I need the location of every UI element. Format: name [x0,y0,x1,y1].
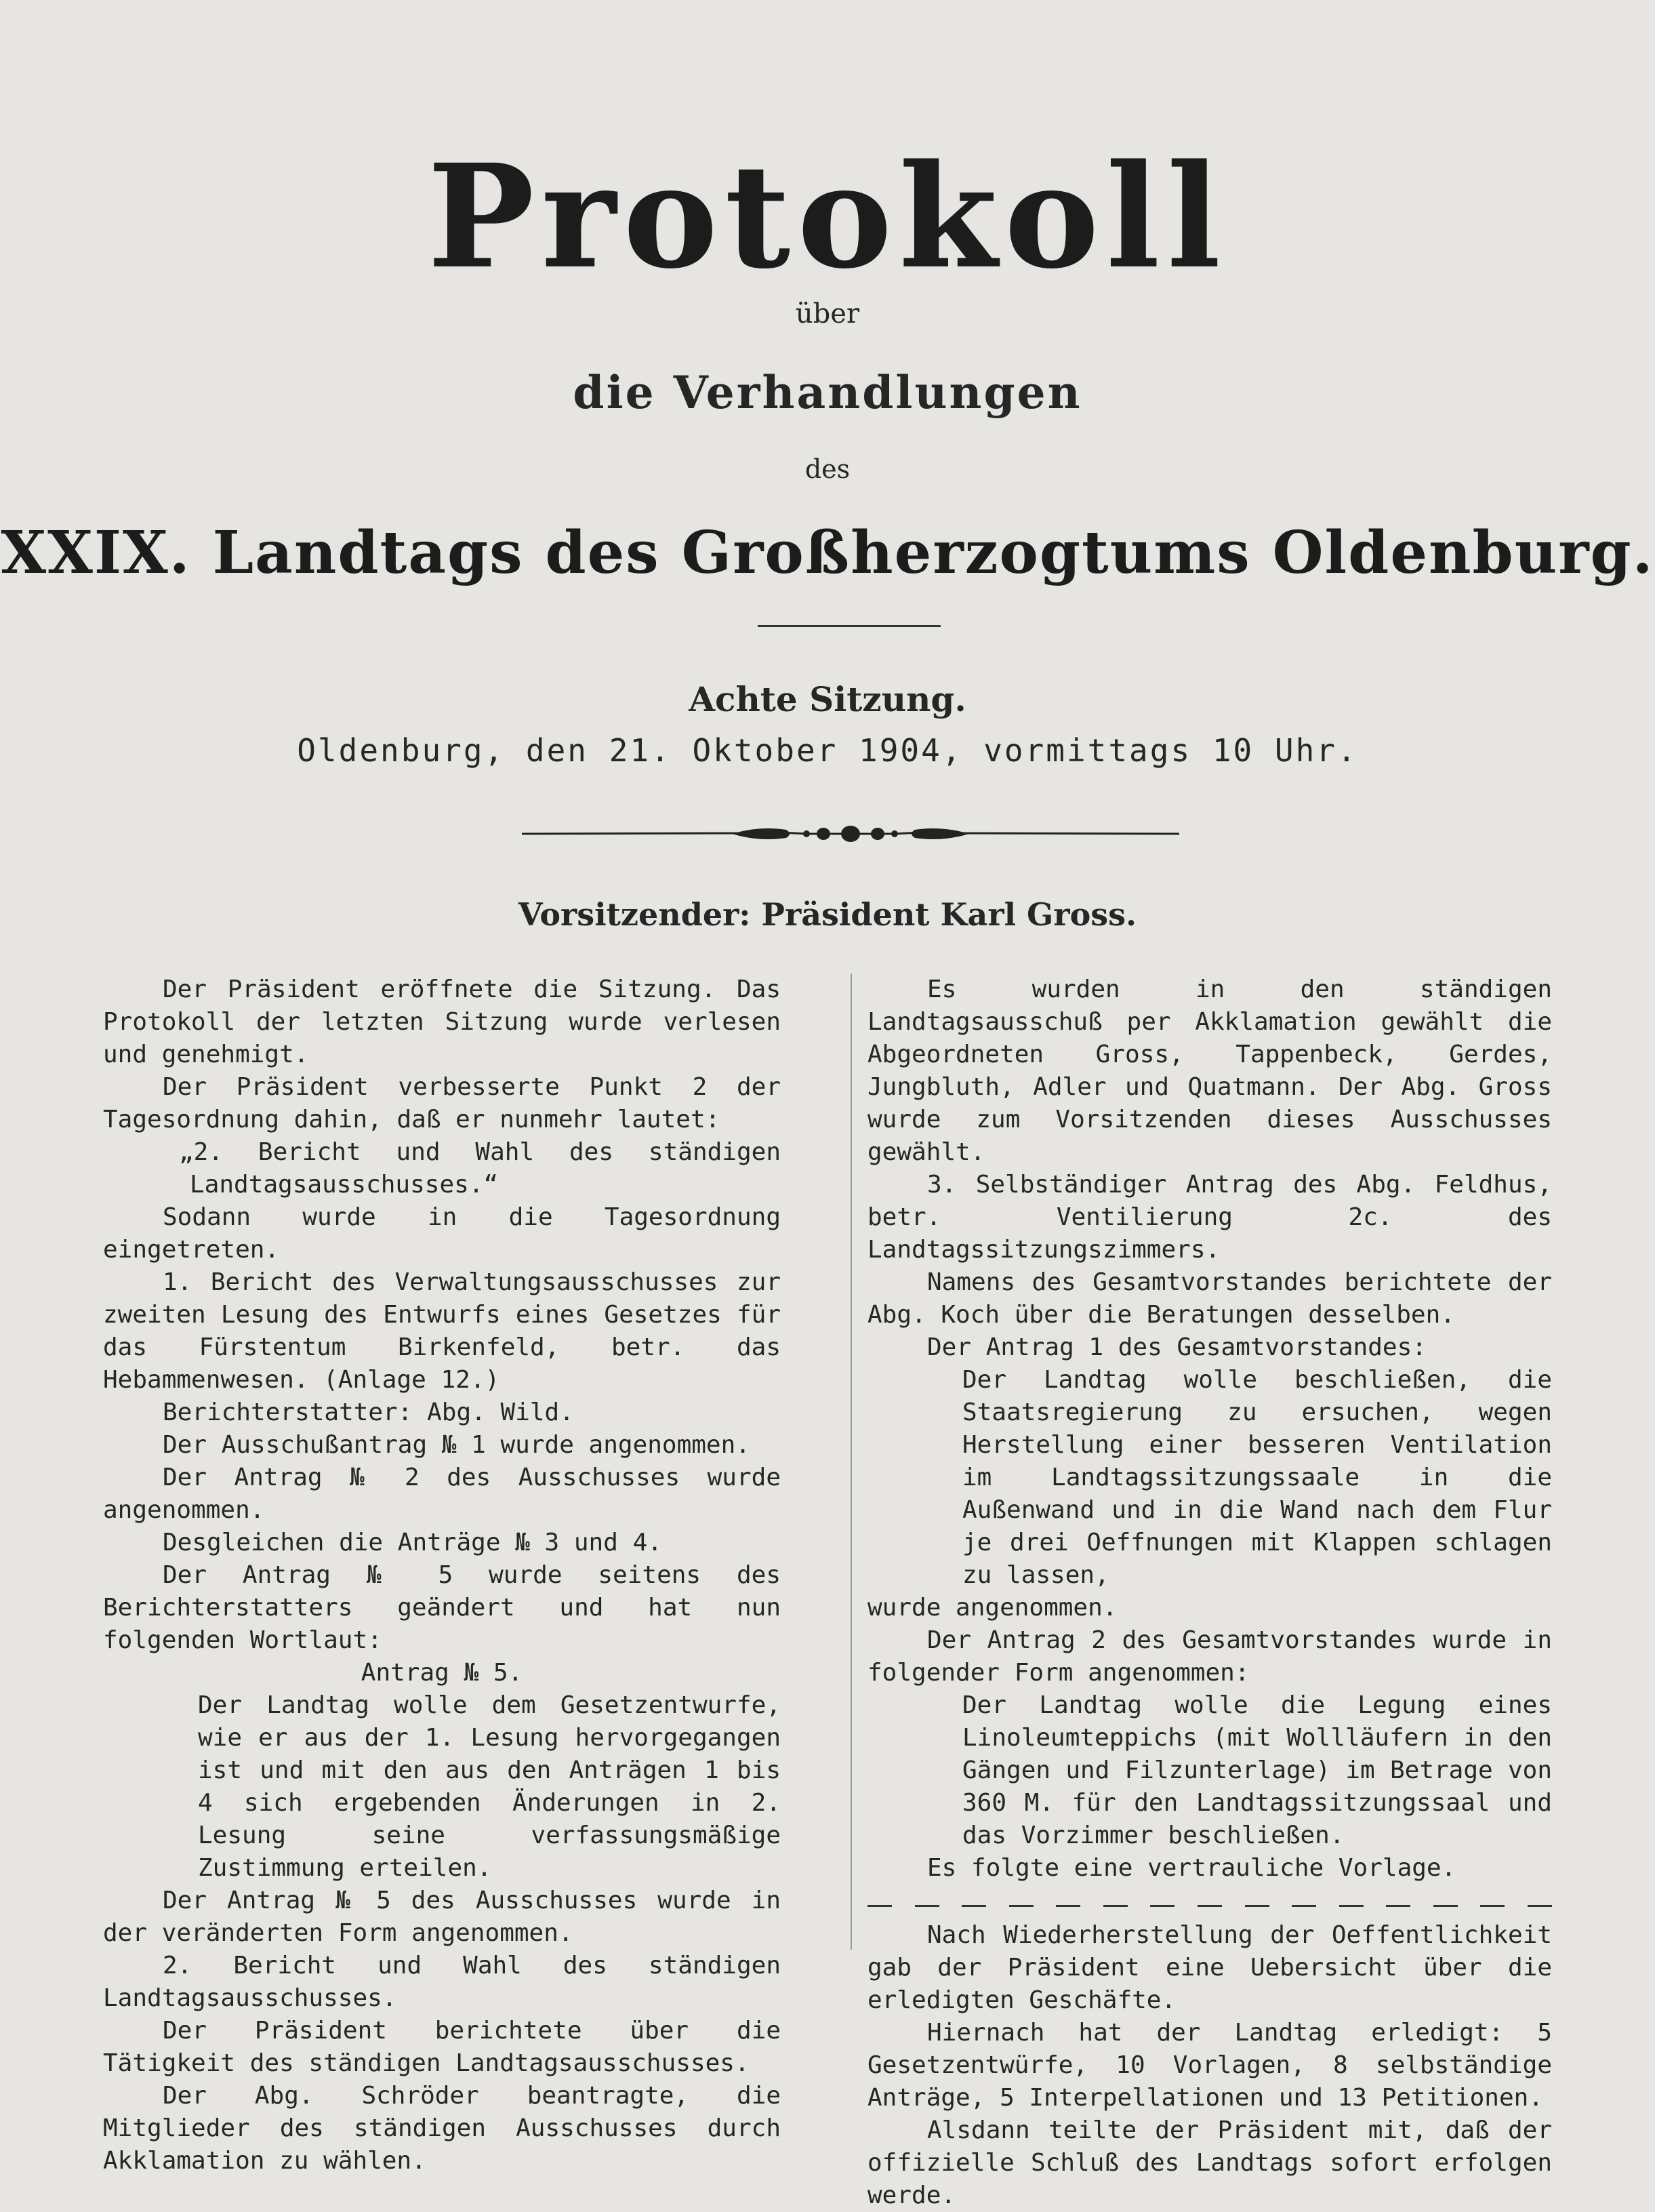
paragraph: Alsdann teilte der Präsident mit, daß der offizielle Schluß des Landtags sofort erfolgen werde. [867,2116,1552,2209]
left-column [103,973,781,2177]
ornament-divider [522,820,1179,847]
dash-separator [867,1889,1552,1907]
column-divider [851,973,852,1950]
paragraph: Der Ausschußantrag № 1 wurde angenommen. [163,1431,750,1459]
paragraph: Sodann wurde in die Tagesordnung eingetreten. [103,1203,781,1264]
session-heading: Achte Sitzung. [689,679,966,719]
rapporteur-line: Berichterstatter: Abg. Wild. [163,1399,574,1426]
chairman-line: Vorsitzender: Präsident Karl Gross. [518,896,1137,933]
motion-heading: Antrag № 5. [361,1659,523,1687]
paragraph: Der Präsident eröffnete die Sitzung. Das Protokoll der letzten Sitzung wurde verlesen und genehmigt. [103,976,781,1068]
paragraph: Der Antrag № 5 wurde seitens des Berichterstatters geändert und hat nun folgenden Wortlaut: [103,1561,781,1654]
subtitle-des: des [804,454,851,484]
subtitle-verhandlungen: die Verhandlungen [573,366,1082,419]
subtitle-ueber: über [795,298,860,329]
paragraph: Der Antrag № 5 des Ausschusses wurde in der veränderten Form angenommen. [103,1887,781,1947]
paragraph: Nach Wiederherstellung der Oeffentlichkeit gab der Präsident eine Uebersicht über die erledigten Geschäfte. [867,1921,1552,2014]
paragraph: Namens des Gesamtvorstandes berichtete der Abg. Koch über die Beratungen desselben. [867,1268,1552,1329]
paragraph: Der Präsident verbesserte Punkt 2 der Tagesordnung dahin, daß er nunmehr lautet: [103,1073,781,1133]
paragraph: Der Antrag 1 des Gesamtvorstandes: [927,1333,1427,1361]
paragraph: Desgleichen die Anträge № 3 und 4. [163,1529,662,1556]
motion-text: Der Landtag wolle beschließen, die Staatsregierung zu ersuchen, wegen Herstellung einer besseren Ventilation im Landtagssitzungssaale in die Außenwand und in die Wand nach dem Flur je drei Oeffnungen mit Klappen schlagen zu lassen, [962,1366,1552,1589]
paragraph: Es folgte eine vertrauliche Vorlage. [927,1854,1456,1882]
paragraph: Es wurden in den ständigen Landtagsausschuß per Akklamation gewählt die Abgeordneten Gross, Tappenbeck, Gerdes, Jungbluth, Adler und Quatmann. Der Abg. Gross wurde zum Vorsitzenden dieses Ausschusses gewählt. [867,976,1552,1166]
motion-text: Der Landtag wolle die Legung eines Linoleumteppichs (mit Wollläufern in den Gängen und Filzunterlage) im Betrage von 360 M. für den Landtagssitzungssaal und das Vorzimmer beschließen. [962,1691,1552,1849]
document-title: Protokoll [427,133,1228,300]
agenda-item-1: 1. Bericht des Verwaltungsausschusses zur zweiten Lesung des Entwurfs eines Gesetzes für das Fürstentum Birkenfeld, betr. das Hebammenwesen. (Anlage 12.) [103,1268,781,1394]
right-column [867,973,1552,2212]
paragraph: Der Antrag 2 des Gesamtvorstandes wurde in folgender Form angenommen: [867,1626,1552,1687]
agenda-item-3: 3. Selbständiger Antrag des Abg. Feldhus, betr. Ventilierung 2c. des Landtagssitzungszimmers. [867,1171,1552,1264]
motion-text: Der Landtag wolle dem Gesetzentwurfe, wie er aus der 1. Lesung hervorgegangen ist und mit den aus den Anträgen 1 bis 4 sich ergebenden Änderungen in 2. Lesung seine verfassungsmäßige Zustimmung erteilen. [198,1691,781,1882]
quoted-agenda-item: „2. Bericht und Wahl des ständigen Landtagsausschusses.“ [179,1138,781,1199]
paragraph: wurde angenommen. [867,1594,1118,1622]
paragraph: Der Präsident berichtete über die Tätigkeit des ständigen Landtagsausschusses. [103,2017,781,2077]
agenda-item-2: 2. Bericht und Wahl des ständigen Landtagsausschusses. [103,1952,781,2012]
short-divider [758,625,941,627]
paragraph: Der Abg. Schröder beantragte, die Mitglieder des ständigen Ausschusses durch Akklamation zu wählen. [103,2082,781,2175]
landtag-heading: XXIX. Landtags des Großherzogtums Oldenburg. [1,519,1654,587]
paragraph: Hiernach hat der Landtag erledigt: 5 Gesetzentwürfe, 10 Vorlagen, 8 selbständige Anträge, 5 Interpellationen und 13 Petitionen. [867,2019,1552,2112]
paragraph: Der Antrag № 2 des Ausschusses wurde angenommen. [103,1464,781,1524]
place-date-line: Oldenburg, den 21. Oktober 1904, vormittags 10 Uhr. [297,732,1358,769]
